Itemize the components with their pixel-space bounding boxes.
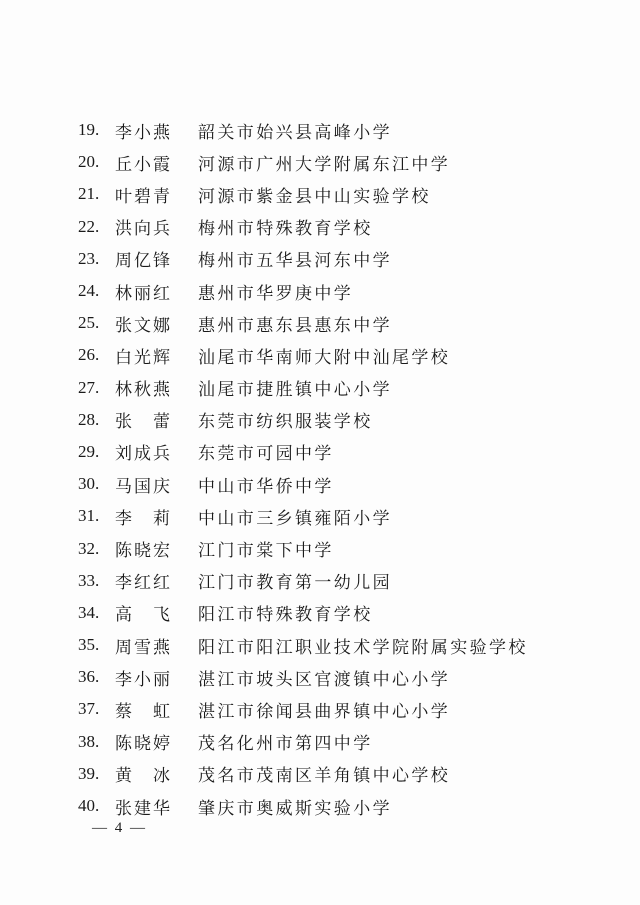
list-item <box>78 500 598 532</box>
list-item <box>78 114 598 146</box>
entry-number: 21. <box>78 184 100 204</box>
list-item <box>78 468 598 500</box>
school-name: 梅州市五华县河东中学 <box>198 251 392 272</box>
teacher-name: 陈晓婷 <box>115 734 172 755</box>
school-name: 韶关市始兴县高峰小学 <box>198 122 392 143</box>
school-name: 茂名市茂南区羊角镇中心学校 <box>198 766 451 787</box>
teacher-name: 张建华 <box>115 798 172 819</box>
entry-number: 32. <box>78 538 100 558</box>
list-item <box>78 629 598 661</box>
school-name: 茂名化州市第四中学 <box>198 734 373 755</box>
teacher-name: 陈晓宏 <box>115 541 172 562</box>
list-item <box>78 758 598 790</box>
teacher-name: 马国庆 <box>115 476 172 497</box>
teacher-name: 刘成兵 <box>115 444 172 465</box>
entry-number: 19. <box>78 120 100 140</box>
list-item <box>78 790 598 822</box>
list-item <box>78 178 598 210</box>
school-name: 肇庆市奥威斯实验小学 <box>198 798 392 819</box>
school-name: 惠州市华罗庚中学 <box>198 283 354 304</box>
school-name: 梅州市特殊教育学校 <box>198 219 373 240</box>
teacher-name: 周雪燕 <box>115 637 172 658</box>
teacher-name: 林秋燕 <box>115 380 172 401</box>
school-name: 江门市教育第一幼儿园 <box>198 573 392 594</box>
list-item <box>78 404 598 436</box>
list-item <box>78 146 598 178</box>
school-name: 河源市紫金县中山实验学校 <box>198 186 431 207</box>
school-name: 中山市三乡镇雍陌小学 <box>198 508 392 529</box>
teacher-name: 洪向兵 <box>115 219 172 240</box>
entry-number: 27. <box>78 377 100 397</box>
entry-number: 26. <box>78 345 100 365</box>
school-name: 惠州市惠东县惠东中学 <box>198 315 392 336</box>
list-item <box>78 275 598 307</box>
page-number: — 4 — <box>92 820 147 836</box>
entry-number: 20. <box>78 152 100 172</box>
list-item <box>78 597 598 629</box>
teacher-name: 李 莉 <box>115 508 172 529</box>
entry-number: 29. <box>78 441 100 461</box>
teacher-name: 黄 冰 <box>115 766 172 787</box>
list-item <box>78 436 598 468</box>
school-name: 河源市广州大学附属东江中学 <box>198 154 451 175</box>
school-name: 东莞市可园中学 <box>198 444 334 465</box>
list-item <box>78 307 598 339</box>
list-item <box>78 243 598 275</box>
teacher-name: 高 飞 <box>115 605 172 626</box>
school-name: 阳江市特殊教育学校 <box>198 605 373 626</box>
entry-number: 30. <box>78 474 100 494</box>
school-name: 中山市华侨中学 <box>198 476 334 497</box>
list-item <box>78 211 598 243</box>
school-name: 湛江市徐闻县曲界镇中心小学 <box>198 701 451 722</box>
entry-number: 25. <box>78 313 100 333</box>
school-name: 汕尾市捷胜镇中心小学 <box>198 380 392 401</box>
entry-number: 28. <box>78 409 100 429</box>
teacher-name: 李红红 <box>115 573 172 594</box>
entry-number: 38. <box>78 731 100 751</box>
entry-number: 37. <box>78 699 100 719</box>
list-item <box>78 339 598 371</box>
teacher-name: 李小燕 <box>115 122 172 143</box>
entry-number: 36. <box>78 667 100 687</box>
list-item <box>78 693 598 725</box>
entry-number: 23. <box>78 248 100 268</box>
list-item <box>78 661 598 693</box>
teacher-name: 蔡 虹 <box>115 701 172 722</box>
school-name: 东莞市纺织服装学校 <box>198 412 373 433</box>
school-name: 汕尾市华南师大附中汕尾学校 <box>198 347 451 368</box>
teacher-name: 叶碧青 <box>115 186 172 207</box>
entry-number: 22. <box>78 216 100 236</box>
entry-number: 34. <box>78 602 100 622</box>
teacher-name: 周亿锋 <box>115 251 172 272</box>
teacher-name: 白光辉 <box>115 347 172 368</box>
name-list <box>78 114 598 822</box>
list-item <box>78 532 598 564</box>
entry-number: 31. <box>78 506 100 526</box>
entry-number: 39. <box>78 763 100 783</box>
school-name: 阳江市阳江职业技术学院附属实验学校 <box>198 637 528 658</box>
teacher-name: 林丽红 <box>115 283 172 304</box>
entry-number: 24. <box>78 281 100 301</box>
school-name: 湛江市坡头区官渡镇中心小学 <box>198 669 451 690</box>
teacher-name: 张 蕾 <box>115 412 172 433</box>
list-item <box>78 726 598 758</box>
entry-number: 35. <box>78 635 100 655</box>
teacher-name: 李小丽 <box>115 669 172 690</box>
list-item <box>78 565 598 597</box>
list-item <box>78 372 598 404</box>
school-name: 江门市棠下中学 <box>198 541 334 562</box>
teacher-name: 张文娜 <box>115 315 172 336</box>
entry-number: 40. <box>78 796 100 816</box>
entry-number: 33. <box>78 570 100 590</box>
teacher-name: 丘小霞 <box>115 154 172 175</box>
